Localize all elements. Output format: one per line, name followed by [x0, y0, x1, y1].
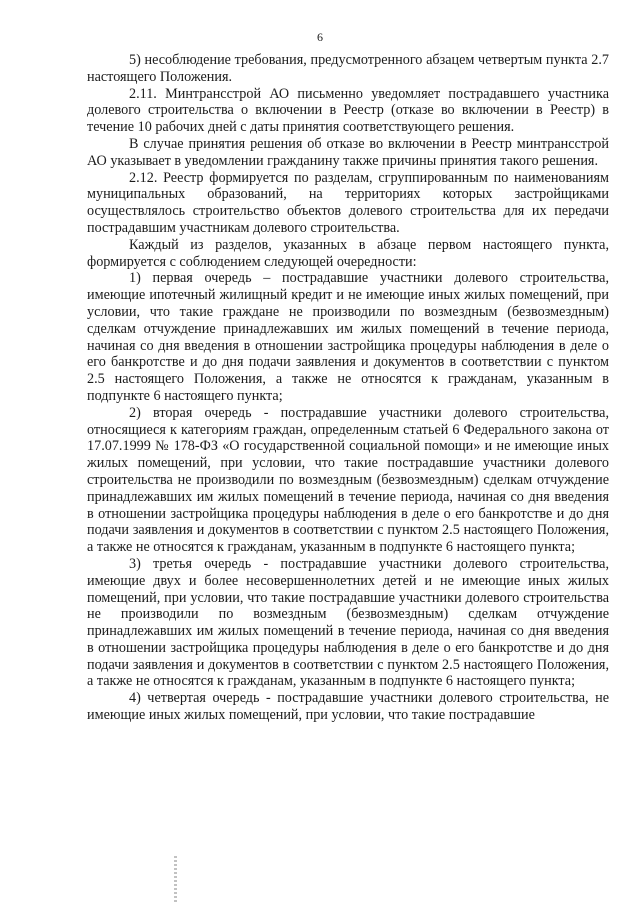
page-number: 6 [317, 30, 323, 44]
document-body [87, 52, 609, 724]
paragraph-refusal-reasons: В случае принятия решения об отказе во включении в Реестр минтрансстрой АО указывает в уведомлении гражданину также причины принятия такого решения. [87, 135, 609, 169]
scan-artifact-mark [174, 856, 177, 902]
paragraph-fourth-queue: 4) четвертая очередь - пострадавшие участники долевого строительства, не имеющие иных жилых помещений, при условии, что такие пострадавшие [87, 690, 609, 724]
paragraph-first-queue: 1) первая очередь – пострадавшие участники долевого строительства, имеющие ипотечный жилищный кредит и не имеющие иных жилых помещений, при условии, что такие граждане не производили по возмездным (безвозмездным) сделкам отчуждение принадлежавших им жилых помещений в течение периода, начиная со дня введения в отношении застройщика процедуры наблюдения в деле о его банкротстве и до дня подачи заявления и документов в соответствии с пунктом 2.5 настоящего Положения, а также не относятся к гражданам, указанным в подпункте 6 настоящего пункта; [87, 270, 609, 404]
paragraph-queue-order-intro: Каждый из разделов, указанных в абзаце первом настоящего пункта, формируется с соблюдением следующей очередности: [87, 236, 609, 270]
paragraph-second-queue: 2) вторая очередь - пострадавшие участники долевого строительства, относящиеся к категориям граждан, определенным статьей 6 Федерального закона от 17.07.1999 № 178-ФЗ «О государственной социальной помощи» и не имеющие иных жилых помещений, при условии, что такие пострадавшие участники долевого строительства не производили по возмездным (безвозмездным) сделкам отчуждение принадлежавших им жилых помещений в течение периода, начиная со дня введения в отношении застройщика процедуры наблюдения в деле о его банкротстве и до дня подачи заявления и документов в соответствии с пунктом 2.5 настоящего Положения, а также не относятся к гражданам, указанным в подпункте 6 настоящего пункта; [87, 404, 609, 556]
paragraph-2-12-registry-sections: 2.12. Реестр формируется по разделам, сгруппированным по наименованиям муниципальных образований, на территориях которых застройщиками осуществлялось строительство объектов долевого строительства для их передачи пострадавшим участникам долевого строительства. [87, 169, 609, 236]
paragraph-third-queue: 3) третья очередь - пострадавшие участники долевого строительства, имеющие двух и более несовершеннолетних детей и не имеющие иных жилых помещений, при условии, что такие пострадавшие участники долевого строительства не производили по возмездным (безвозмездным) сделкам отчуждение принадлежавших им жилых помещений в течение периода, начиная со дня введения в отношении застройщика процедуры наблюдения в деле о его банкротстве и до дня подачи заявления и документов в соответствии с пунктом 2.5 настоящего Положения, а также не относятся к гражданам, указанным в подпункте 6 настоящего пункта; [87, 555, 609, 690]
paragraph-item-5-noncompliance: 5) несоблюдение требования, предусмотренного абзацем четвертым пункта 2.7 настоящего Положения. [87, 52, 609, 85]
paragraph-2-11-notification: 2.11. Минтрансстрой АО письменно уведомляет пострадавшего участника долевого строительства о включении в Реестр (отказе во включении в Реестр) в течение 10 рабочих дней с даты принятия соответствующего решения. [87, 85, 609, 136]
